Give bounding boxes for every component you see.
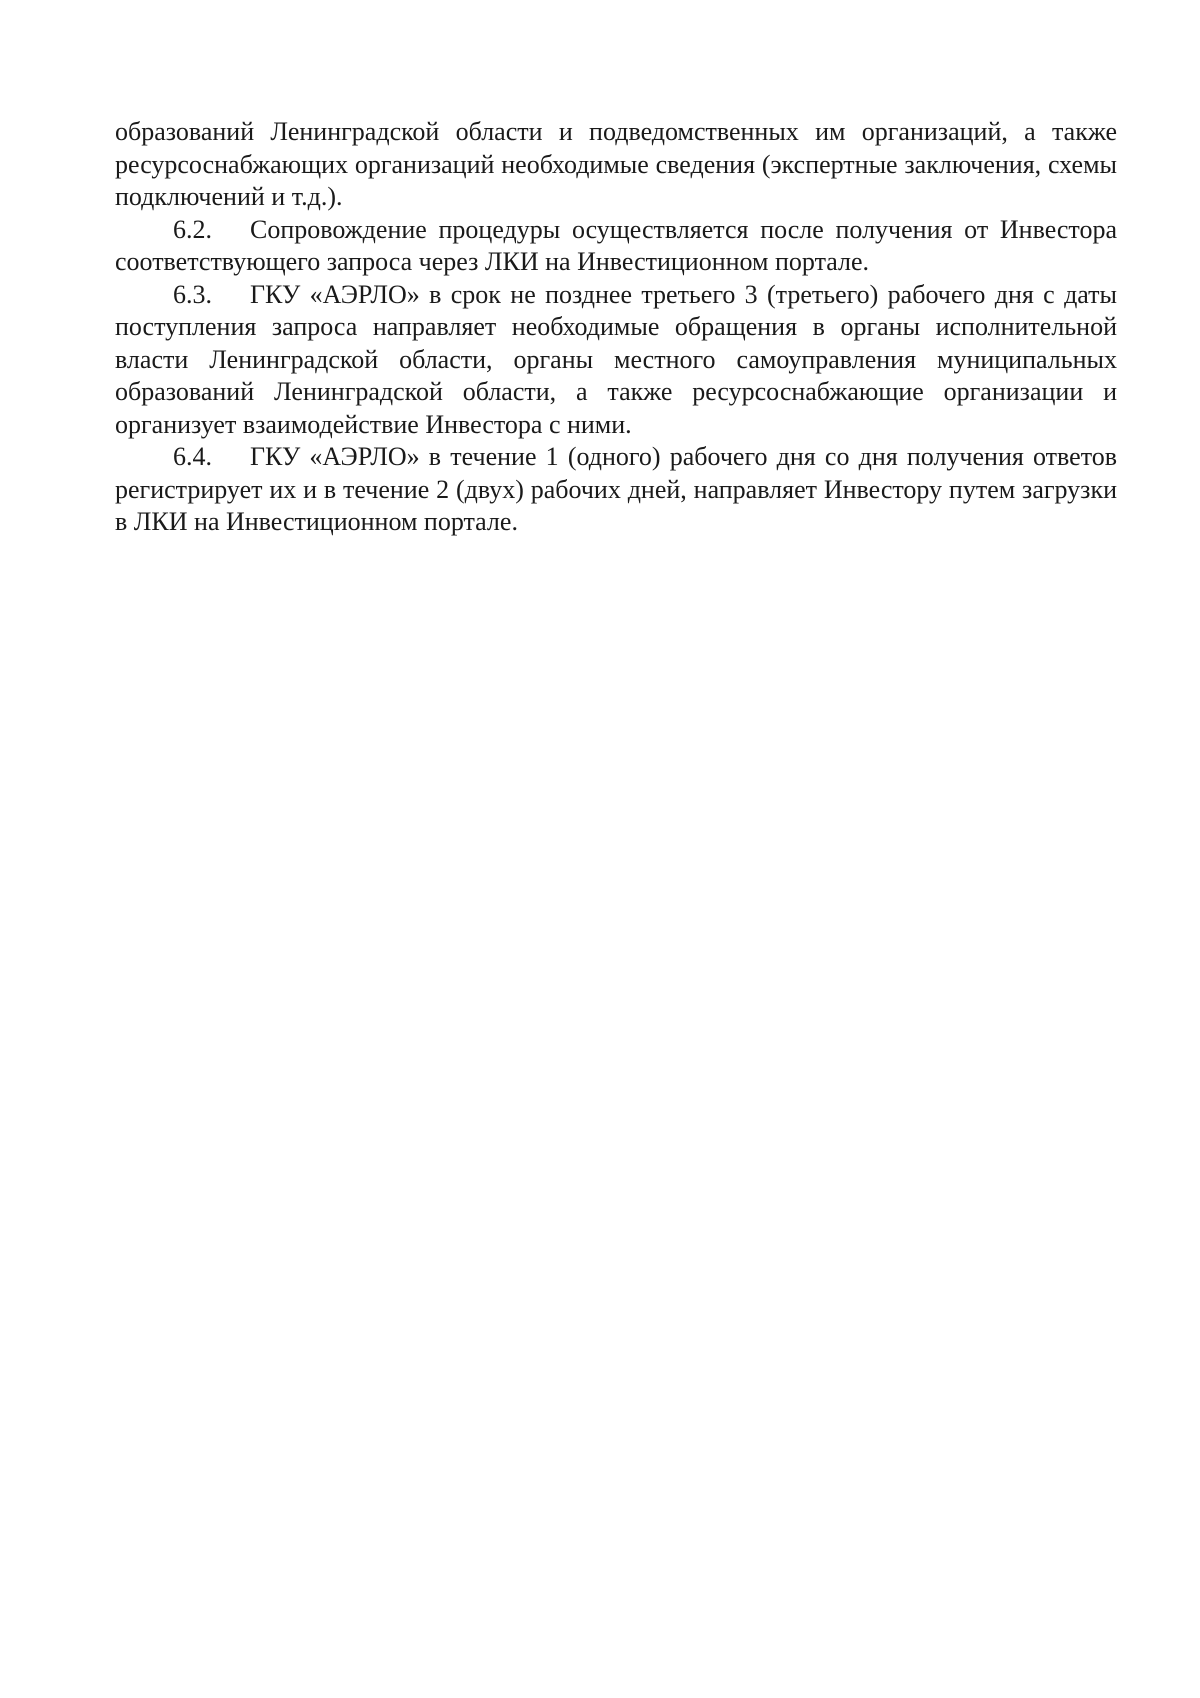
paragraph-number: 6.4. — [173, 442, 212, 471]
paragraph-number: 6.3. — [173, 279, 212, 309]
paragraph-number: 6.2. — [173, 214, 212, 244]
paragraph-6-4 — [115, 441, 1117, 539]
document-body — [115, 116, 1117, 539]
paragraph-6-3 — [115, 279, 1117, 442]
paragraph-text: ГКУ «АЭРЛО» в течение 1 (одного) рабочего дня со дня получения ответов регистрирует их и в течение 2 (двух) рабочих дней, направляет Инвестору путем загрузки в ЛКИ на Инвестиционном портале. — [115, 442, 1117, 536]
paragraph-6-2 — [115, 214, 1117, 279]
paragraph-text: Сопровождение процедуры осуществляется после получения от Инвестора соответствующего запроса через ЛКИ на Инвестиционном портале. — [115, 214, 1117, 276]
paragraph-text: ГКУ «АЭРЛО» в срок не позднее третьего 3 (третьего) рабочего дня с даты поступления запроса направляет необходимые обращения в органы исполнительной власти Ленинградской области, органы местного самоуправления муниципальных образований Ленинградской области, а также ресурсоснабжающие организации и организует взаимодействие Инвестора с ними. — [115, 279, 1117, 439]
continuation-paragraph: образований Ленинградской области и подведомственных им организаций, а также ресурсоснабжающих организаций необходимые сведения (экспертные заключения, схемы подключений и т.д.). — [115, 117, 1117, 211]
